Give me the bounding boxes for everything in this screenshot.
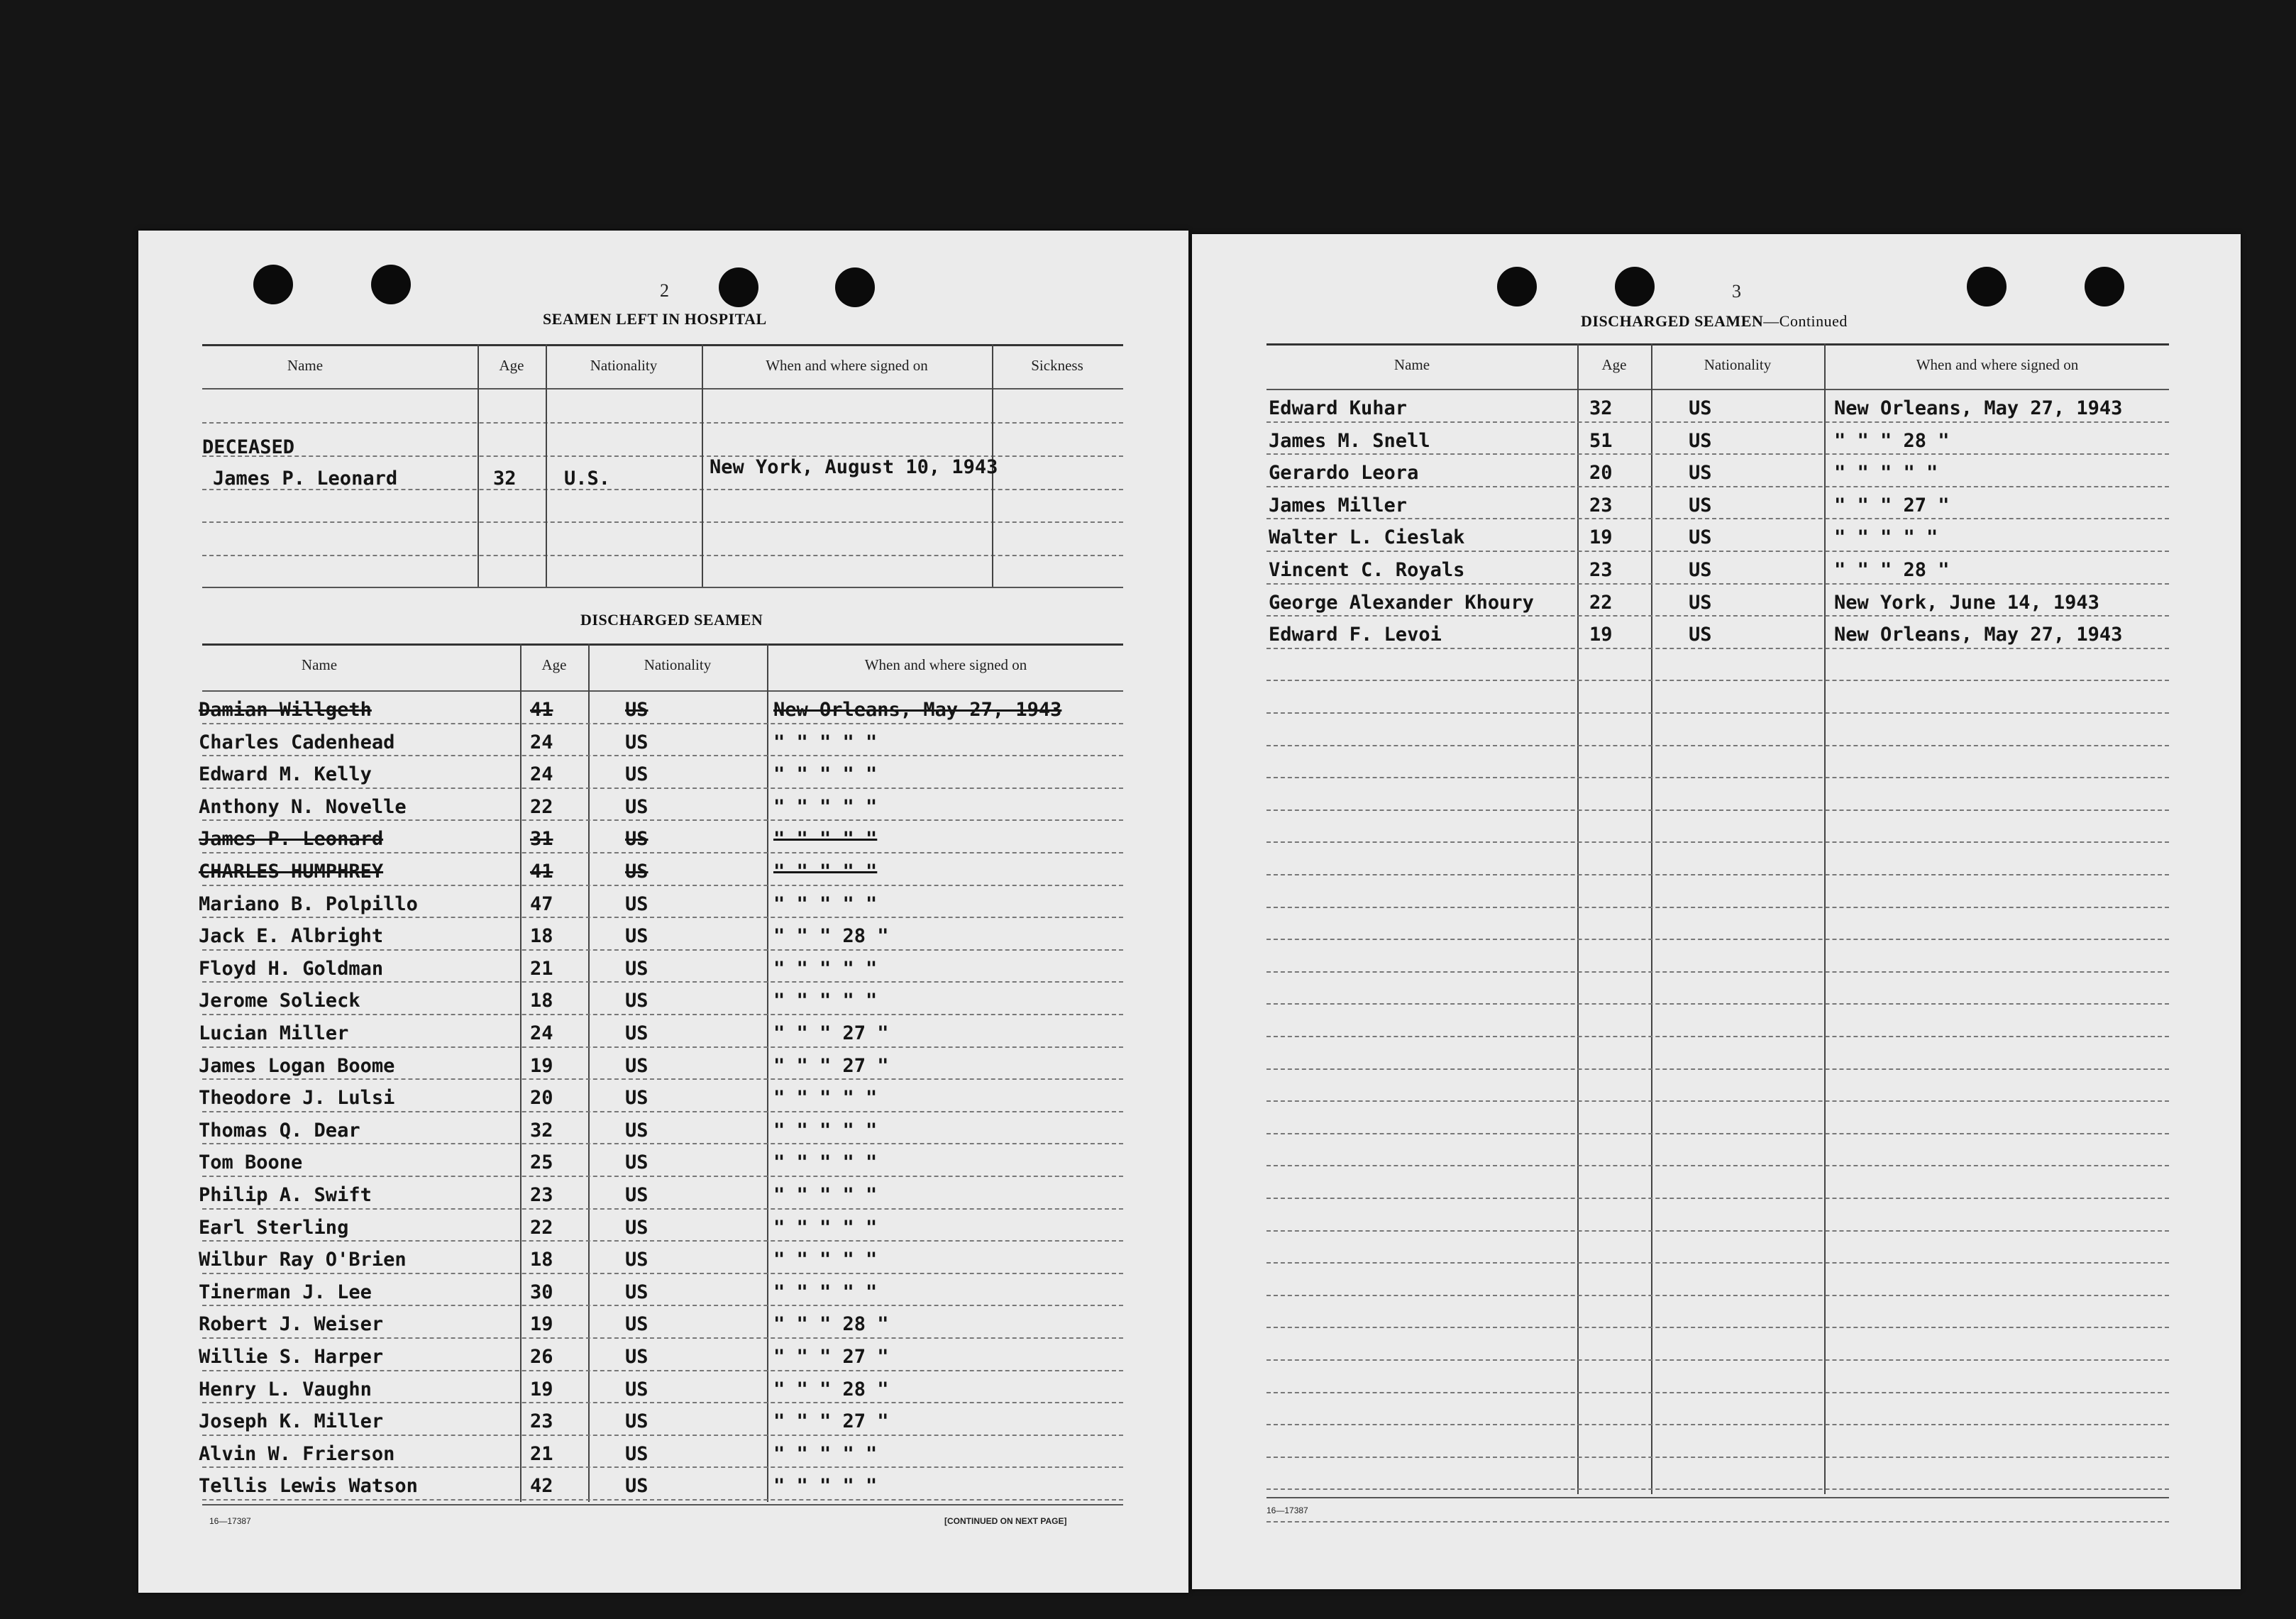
rule xyxy=(202,1435,1123,1436)
rule xyxy=(1266,1068,2169,1070)
cell-nationality: US xyxy=(625,1442,648,1465)
cell-signed-on: " " " " " xyxy=(773,1475,878,1498)
rule xyxy=(1266,1100,2169,1102)
cell-name: Alvin W. Frierson xyxy=(199,1442,395,1465)
rule xyxy=(202,1499,1123,1501)
cell-signed-on: " " " " " xyxy=(773,731,878,753)
cell-age: 18 xyxy=(530,1249,553,1271)
rule xyxy=(1266,777,2169,778)
binder-hole xyxy=(253,265,293,304)
continued-suffix: —Continued xyxy=(1763,312,1848,330)
rule xyxy=(202,819,1123,821)
cell-age: 23 xyxy=(1589,559,1613,581)
column-header-sickness: Sickness xyxy=(1031,357,1083,374)
cell-nationality: US xyxy=(625,990,648,1012)
rule xyxy=(202,852,1123,853)
rule xyxy=(767,643,768,1502)
rule xyxy=(202,1111,1123,1112)
rule xyxy=(1266,907,2169,908)
discharged-continued-title xyxy=(1581,312,1848,331)
rule xyxy=(546,344,547,587)
binder-hole xyxy=(1967,267,2007,306)
cell-nationality: US xyxy=(625,828,648,851)
cell-age: 51 xyxy=(1589,429,1613,452)
cell-age: 41 xyxy=(530,699,553,721)
cell-name: Tellis Lewis Watson xyxy=(199,1475,418,1498)
cell-signed-on: " " " 27 " xyxy=(773,1410,889,1433)
cell-name: Jerome Solieck xyxy=(199,990,360,1012)
cell-age: 30 xyxy=(530,1281,553,1303)
rule xyxy=(1266,680,2169,681)
left-page xyxy=(138,231,1188,1593)
cell-name: Mariano B. Polpillo xyxy=(199,893,418,915)
hospital-age: 32 xyxy=(493,468,517,490)
cell-name: James Logan Boome xyxy=(199,1054,395,1077)
column-header-age: Age xyxy=(1601,356,1627,373)
cell-name: Anthony N. Novelle xyxy=(199,795,407,818)
cell-nationality: US xyxy=(625,1249,648,1271)
column-header-signed-on: When and where signed on xyxy=(1916,356,2079,373)
cell-nationality: US xyxy=(625,731,648,753)
cell-name: Lucian Miller xyxy=(199,1022,349,1044)
cell-signed-on: New Orleans, May 27, 1943 xyxy=(1834,397,2123,419)
cell-signed-on: " " " 28 " xyxy=(1834,559,1950,581)
hospital-nationality: U.S. xyxy=(564,468,611,490)
cell-signed-on: " " " 27 " xyxy=(773,1346,889,1368)
cell-name: Theodore J. Lulsi xyxy=(199,1087,395,1110)
hospital-signed-on: New York, August 10, 1943 xyxy=(710,456,998,478)
rule xyxy=(1266,1003,2169,1005)
rule xyxy=(202,1240,1123,1242)
rule xyxy=(202,422,1123,424)
rule xyxy=(1266,1295,2169,1296)
cell-signed-on: " " " " " xyxy=(773,1119,878,1142)
cell-signed-on: " " " " " xyxy=(773,957,878,980)
cell-name: Damian Willgeth xyxy=(199,699,372,721)
continued-note: [CONTINUED ON NEXT PAGE] xyxy=(944,1516,1067,1526)
rule xyxy=(1266,939,2169,940)
cell-signed-on: New York, June 14, 1943 xyxy=(1834,591,2099,614)
column-header-nationality: Nationality xyxy=(644,656,712,673)
cell-signed-on: " " " " " xyxy=(773,1442,878,1465)
cell-signed-on: " " " " " xyxy=(773,893,878,915)
rule xyxy=(1266,745,2169,746)
rule xyxy=(1266,453,2169,455)
cell-age: 22 xyxy=(530,795,553,818)
rule xyxy=(202,1143,1123,1144)
binder-hole xyxy=(1497,267,1537,306)
cell-name: Thomas Q. Dear xyxy=(199,1119,360,1142)
rule xyxy=(202,1078,1123,1080)
rule xyxy=(702,344,703,587)
cell-age: 23 xyxy=(530,1410,553,1433)
cell-nationality: US xyxy=(625,925,648,948)
cell-name: George Alexander Khoury xyxy=(1269,591,1534,614)
rule xyxy=(202,1273,1123,1274)
cell-age: 22 xyxy=(530,1216,553,1239)
binder-hole xyxy=(371,265,411,304)
cell-name: Earl Sterling xyxy=(199,1216,349,1239)
cell-age: 24 xyxy=(530,1022,553,1044)
discharged-title: DISCHARGED SEAMEN xyxy=(1581,312,1764,330)
cell-nationality: US xyxy=(625,699,648,721)
rule xyxy=(520,643,521,1502)
cell-name: Walter L. Cieslak xyxy=(1269,526,1465,549)
rule xyxy=(1266,486,2169,487)
cell-name: Vincent C. Royals xyxy=(1269,559,1465,581)
cell-nationality: US xyxy=(1689,494,1712,516)
rule xyxy=(202,1208,1123,1210)
cell-signed-on: " " " 28 " xyxy=(773,1313,889,1336)
cell-age: 23 xyxy=(1589,494,1613,516)
cell-nationality: US xyxy=(1689,624,1712,646)
rule xyxy=(1266,1036,2169,1037)
cell-age: 41 xyxy=(530,861,553,883)
cell-nationality: US xyxy=(625,1216,648,1239)
cell-nationality: US xyxy=(1689,559,1712,581)
rule xyxy=(202,917,1123,918)
rule xyxy=(202,885,1123,886)
cell-age: 19 xyxy=(530,1054,553,1077)
cell-signed-on: " " " " " xyxy=(773,990,878,1012)
cell-name: Willie S. Harper xyxy=(199,1346,384,1368)
rule xyxy=(1266,1133,2169,1134)
cell-nationality: US xyxy=(625,1475,648,1498)
rule xyxy=(202,344,1123,346)
rule xyxy=(1266,809,2169,811)
rule xyxy=(1266,1521,2169,1523)
cell-age: 19 xyxy=(530,1378,553,1400)
cell-nationality: US xyxy=(625,957,648,980)
rule xyxy=(1266,1198,2169,1199)
rule xyxy=(1266,1359,2169,1361)
cell-nationality: US xyxy=(625,1378,648,1400)
cell-nationality: US xyxy=(625,1410,648,1433)
cell-signed-on: " " " 27 " xyxy=(1834,494,1950,516)
rule xyxy=(1266,648,2169,649)
rule xyxy=(202,643,1123,646)
cell-age: 19 xyxy=(1589,526,1613,549)
rule xyxy=(202,755,1123,756)
cell-age: 26 xyxy=(530,1346,553,1368)
cell-name: Edward Kuhar xyxy=(1269,397,1408,419)
rule xyxy=(202,949,1123,951)
cell-signed-on: " " " " " xyxy=(1834,462,1938,485)
rule xyxy=(1266,615,2169,617)
rule xyxy=(1651,343,1652,1494)
cell-nationality: US xyxy=(1689,462,1712,485)
cell-name: Wilbur Ray O'Brien xyxy=(199,1249,407,1271)
cell-signed-on: " " " " " xyxy=(773,1184,878,1206)
cell-age: 24 xyxy=(530,731,553,753)
cell-age: 24 xyxy=(530,763,553,786)
rule xyxy=(202,1014,1123,1015)
rule xyxy=(1266,1392,2169,1393)
cell-signed-on: " " " " " xyxy=(773,1216,878,1239)
cell-name: James P. Leonard xyxy=(199,828,384,851)
cell-age: 21 xyxy=(530,957,553,980)
cell-nationality: US xyxy=(625,1313,648,1336)
column-header-signed-on: When and where signed on xyxy=(864,656,1027,673)
cell-nationality: US xyxy=(625,1054,648,1077)
rule xyxy=(1266,1488,2169,1490)
rule xyxy=(1266,1497,2169,1498)
rule xyxy=(1266,343,2169,346)
cell-age: 22 xyxy=(1589,591,1613,614)
cell-signed-on: " " " 28 " xyxy=(773,925,889,948)
rule xyxy=(202,521,1123,523)
cell-signed-on: " " " " " xyxy=(773,1281,878,1303)
column-header-age: Age xyxy=(541,656,567,673)
column-header-name: Name xyxy=(301,656,338,673)
rule xyxy=(202,1305,1123,1306)
cell-nationality: US xyxy=(625,795,648,818)
cell-nationality: US xyxy=(625,1346,648,1368)
column-header-nationality: Nationality xyxy=(1704,356,1772,373)
cell-name: Tinerman J. Lee xyxy=(199,1281,372,1303)
cell-nationality: US xyxy=(625,1281,648,1303)
cell-nationality: US xyxy=(625,861,648,883)
rule xyxy=(1266,971,2169,973)
rule xyxy=(588,643,590,1502)
deceased-label: DECEASED xyxy=(202,436,295,458)
rule xyxy=(1266,712,2169,714)
cell-signed-on: " " " 27 " xyxy=(773,1054,889,1077)
cell-name: Robert J. Weiser xyxy=(199,1313,384,1336)
discharged-section-title: DISCHARGED SEAMEN xyxy=(580,611,763,629)
rule xyxy=(202,690,1123,692)
rule xyxy=(202,1176,1123,1177)
cell-signed-on: " " " " " xyxy=(773,1249,878,1271)
rule xyxy=(1266,1262,2169,1264)
rule xyxy=(1266,421,2169,423)
cell-age: 25 xyxy=(530,1151,553,1174)
rule xyxy=(202,587,1123,588)
rule xyxy=(202,1402,1123,1403)
cell-signed-on: " " " " " xyxy=(773,1151,878,1174)
rule xyxy=(1266,1327,2169,1328)
rule xyxy=(202,981,1123,983)
cell-name: Henry L. Vaughn xyxy=(199,1378,372,1400)
hospital-name: James P. Leonard xyxy=(213,468,398,490)
cell-nationality: US xyxy=(625,1087,648,1110)
cell-signed-on: " " " " " xyxy=(773,763,878,786)
rule xyxy=(202,788,1123,789)
cell-age: 21 xyxy=(530,1442,553,1465)
rule xyxy=(202,1504,1123,1505)
binder-hole xyxy=(1615,267,1655,306)
cell-name: Jack E. Albright xyxy=(199,925,384,948)
rule xyxy=(1577,343,1579,1494)
rule xyxy=(1266,389,2169,390)
column-header-nationality: Nationality xyxy=(590,357,658,374)
cell-age: 19 xyxy=(530,1313,553,1336)
cell-name: Edward M. Kelly xyxy=(199,763,372,786)
cell-age: 47 xyxy=(530,893,553,915)
cell-nationality: US xyxy=(625,763,648,786)
rule xyxy=(202,1046,1123,1048)
cell-name: Tom Boone xyxy=(199,1151,303,1174)
rule xyxy=(1824,343,1826,1494)
cell-nationality: US xyxy=(1689,397,1712,419)
cell-age: 32 xyxy=(1589,397,1613,419)
binder-hole xyxy=(835,267,875,307)
rule xyxy=(478,344,479,587)
cell-name: Philip A. Swift xyxy=(199,1184,372,1206)
cell-name: Gerardo Leora xyxy=(1269,462,1419,485)
cell-age: 18 xyxy=(530,990,553,1012)
rule xyxy=(1266,583,2169,585)
cell-name: Edward F. Levoi xyxy=(1269,624,1442,646)
cell-name: Floyd H. Goldman xyxy=(199,957,384,980)
column-header-age: Age xyxy=(499,357,524,374)
cell-signed-on: " " " 28 " xyxy=(1834,429,1950,452)
right-page xyxy=(1192,234,2241,1589)
cell-nationality: US xyxy=(625,1184,648,1206)
cell-name: Charles Cadenhead xyxy=(199,731,395,753)
cell-nationality: US xyxy=(1689,526,1712,549)
cell-name: James Miller xyxy=(1269,494,1408,516)
binder-hole xyxy=(719,267,758,307)
page-number: 2 xyxy=(660,280,669,301)
cell-signed-on: " " " " " xyxy=(773,795,878,818)
rule xyxy=(1266,1230,2169,1232)
cell-signed-on: New Orleans, May 27, 1943 xyxy=(773,699,1062,721)
cell-signed-on: " " " " " xyxy=(773,861,878,883)
cell-nationality: US xyxy=(1689,591,1712,614)
rule xyxy=(202,388,1123,389)
rule xyxy=(202,555,1123,556)
cell-signed-on: New Orleans, May 27, 1943 xyxy=(1834,624,2123,646)
rule xyxy=(1266,551,2169,552)
cell-name: Joseph K. Miller xyxy=(199,1410,384,1433)
hospital-section-title: SEAMEN LEFT IN HOSPITAL xyxy=(543,310,767,328)
column-header-signed-on: When and where signed on xyxy=(766,357,928,374)
cell-nationality: US xyxy=(1689,429,1712,452)
rule xyxy=(202,1337,1123,1339)
form-number: 16—17387 xyxy=(209,1516,251,1526)
rule xyxy=(1266,1457,2169,1458)
cell-age: 23 xyxy=(530,1184,553,1206)
cell-signed-on: " " " " " xyxy=(1834,526,1938,549)
rule xyxy=(1266,1424,2169,1425)
cell-signed-on: " " " 28 " xyxy=(773,1378,889,1400)
cell-signed-on: " " " " " xyxy=(773,828,878,851)
rule xyxy=(1266,874,2169,875)
cell-age: 20 xyxy=(530,1087,553,1110)
cell-name: CHARLES HUMPHREY xyxy=(199,861,384,883)
cell-signed-on: " " " " " xyxy=(773,1087,878,1110)
cell-nationality: US xyxy=(625,1151,648,1174)
column-header-name: Name xyxy=(1393,356,1430,373)
cell-name: James M. Snell xyxy=(1269,429,1430,452)
cell-age: 19 xyxy=(1589,624,1613,646)
form-number: 16—17387 xyxy=(1266,1505,1308,1515)
cell-nationality: US xyxy=(625,1119,648,1142)
cell-nationality: US xyxy=(625,893,648,915)
cell-signed-on: " " " 27 " xyxy=(773,1022,889,1044)
cell-nationality: US xyxy=(625,1022,648,1044)
rule xyxy=(1266,841,2169,843)
rule xyxy=(1266,518,2169,519)
cell-age: 20 xyxy=(1589,462,1613,485)
binder-hole xyxy=(2085,267,2124,306)
cell-age: 18 xyxy=(530,925,553,948)
rule xyxy=(202,723,1123,724)
rule xyxy=(202,1466,1123,1468)
rule xyxy=(202,1370,1123,1371)
cell-age: 32 xyxy=(530,1119,553,1142)
page-number: 3 xyxy=(1732,281,1741,302)
cell-age: 31 xyxy=(530,828,553,851)
rule xyxy=(1266,1165,2169,1166)
column-header-name: Name xyxy=(287,357,324,374)
cell-age: 42 xyxy=(530,1475,553,1498)
